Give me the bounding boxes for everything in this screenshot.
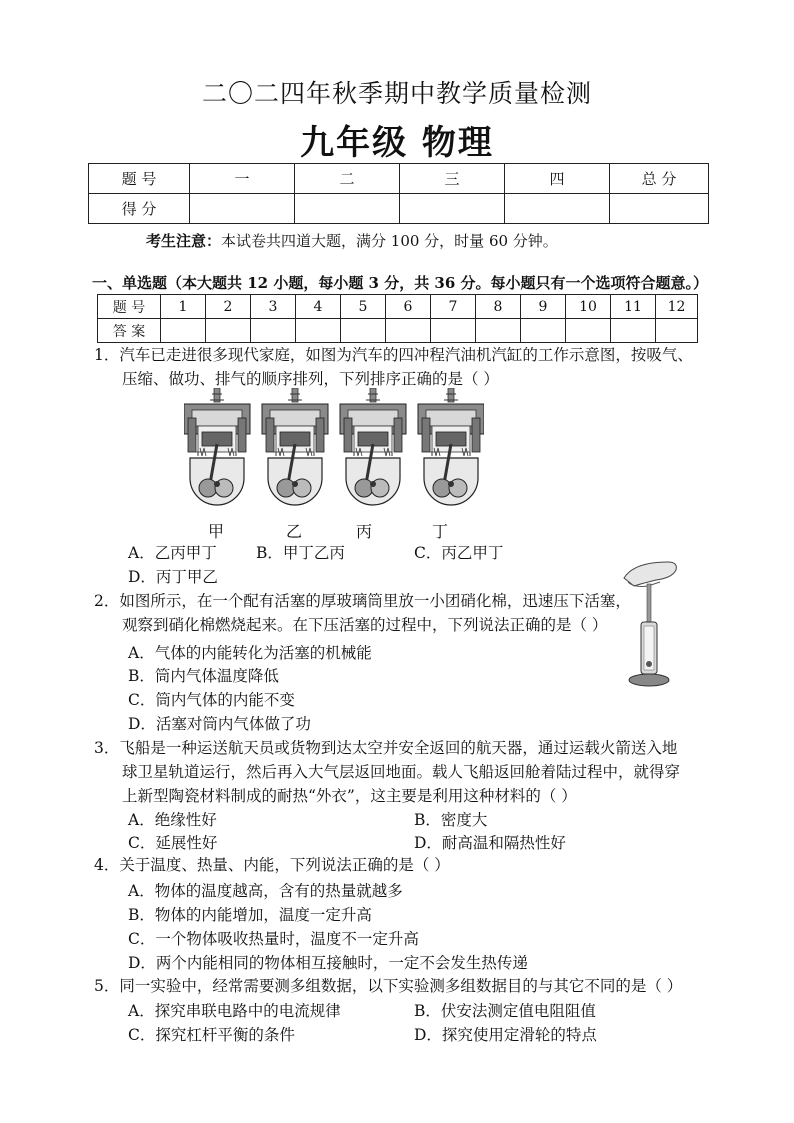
option-b: B．物体的内能增加，温度一定升高 [128,906,372,924]
engine-cylinder-figure [262,388,328,505]
score-cell: 四 [505,164,610,194]
answer-cell: 题 号 [98,295,161,319]
answer-cell: 1 [161,295,206,319]
answer-input-cell[interactable] [611,319,656,343]
question-3 [94,736,680,808]
score-cell: 一 [190,164,295,194]
question-4 [94,853,450,877]
score-input-cell[interactable] [505,194,610,224]
answer-input-cell[interactable] [251,319,296,343]
answer-input-cell[interactable] [341,319,386,343]
score-cell: 二 [295,164,400,194]
score-cell: 三 [400,164,505,194]
option-c: C．一个物体吸收热量时，温度不一定升高 [128,930,419,948]
answer-cell: 4 [296,295,341,319]
engine-label: 甲 [208,522,225,541]
option-d: D．两个内能相同的物体相互接触时，一定不会发生热传递 [128,954,528,972]
option-a: A．绝缘性好 [128,811,217,829]
answer-table [97,294,698,343]
question-text: 1．汽车已走进很多现代家庭，如图为汽车的四冲程汽油机汽缸的工作示意图，按吸气、 [94,346,693,364]
option-b: B．密度大 [414,811,488,829]
question-text: 压缩、做功、排气的顺序排列，下列排序正确的是（ ） [122,370,499,388]
answer-cell: 3 [251,295,296,319]
engine-cylinder-figure [184,388,250,505]
answer-cell: 8 [476,295,521,319]
answer-input-cell[interactable] [386,319,431,343]
question-5 [94,974,682,998]
engine-label: 丙 [356,522,373,541]
answer-table-answer-row [98,319,698,343]
answer-input-cell[interactable] [566,319,611,343]
option-c: C．探究杠杆平衡的条件 [128,1026,295,1044]
engine-stroke-diagram [184,388,484,516]
question-2 [94,589,631,637]
score-input-cell[interactable] [610,194,709,224]
option-d: D．探究使用定滑轮的特点 [414,1026,597,1044]
answer-cell: 10 [566,295,611,319]
engine-label: 乙 [286,522,303,541]
score-cell: 得 分 [89,194,190,224]
option-b: B．筒内气体温度降低 [128,667,279,685]
answer-input-cell[interactable] [476,319,521,343]
option-c: C．延展性好 [128,834,218,852]
question-text: 5．同一实验中，经常需要测多组数据，以下实验测多组数据目的与其它不同的是（ ） [94,977,683,995]
answer-cell: 2 [206,295,251,319]
option-b: B．伏安法测定值电阻阻值 [414,1002,596,1020]
option-a: A．探究串联电路中的电流规律 [128,1002,341,1020]
question-text: 球卫星轨道运行，然后再入大气层返回地面。载人飞船返回舱着陆过程中，就得穿 [122,763,681,781]
engine-label: 丁 [432,522,449,541]
score-input-cell[interactable] [400,194,505,224]
engine-cylinder-figure [340,388,406,505]
exam-title: 二〇二四年秋季期中教学质量检测 [201,79,592,108]
option-c: C．丙乙甲丁 [414,544,504,562]
section-heading: 一、单选题（本大题共 12 小题，每小题 3 分，共 36 分。每小题只有一个选项符合题意。） [92,274,709,292]
answer-input-cell[interactable] [521,319,566,343]
score-table-score-row [89,194,709,224]
answer-input-cell[interactable] [296,319,341,343]
option-a: A．乙丙甲丁 [128,544,217,562]
notice-text: 本试卷共四道大题，满分 100 分，时量 60 分钟。 [221,232,558,250]
option-b: B．甲丁乙丙 [256,544,345,562]
option-a: A．气体的内能转化为活塞的机械能 [128,644,372,662]
answer-cell: 5 [341,295,386,319]
question-text: 2．如图所示，在一个配有活塞的厚玻璃筒里放一小团硝化棉，迅速压下活塞， [94,592,631,610]
option-c: C．筒内气体的内能不变 [128,691,295,709]
score-input-cell[interactable] [295,194,400,224]
exam-subtitle: 九年级 物理 [300,123,494,163]
answer-cell: 12 [656,295,698,319]
answer-cell: 9 [521,295,566,319]
option-d: D．耐高温和隔热性好 [414,834,566,852]
glass-cylinder-apparatus [614,560,684,690]
answer-input-cell[interactable] [206,319,251,343]
question-text: 观察到硝化棉燃烧起来。在下压活塞的过程中，下列说法正确的是（ ） [122,616,608,634]
answer-cell: 答 案 [98,319,161,343]
option-d: D．丙丁甲乙 [128,568,218,586]
score-cell: 题 号 [89,164,190,194]
option-d: D．活塞对筒内气体做了功 [128,715,311,733]
option-a: A．物体的温度越高，含有的热量就越多 [128,882,403,900]
answer-cell: 6 [386,295,431,319]
exam-notice [146,230,558,251]
score-cell: 总 分 [610,164,709,194]
answer-input-cell[interactable] [161,319,206,343]
question-text: 4．关于温度、热量、内能，下列说法正确的是（ ） [94,856,450,874]
answer-table-header-row [98,295,698,319]
question-1 [94,343,693,391]
answer-input-cell[interactable] [431,319,476,343]
engine-cylinder-figure [418,388,484,505]
score-input-cell[interactable] [190,194,295,224]
score-table-header-row [89,164,709,194]
question-text: 上新型陶瓷材料制成的耐热“外衣”，这主要是利用这种材料的（ ） [122,787,577,805]
question-text: 3．飞船是一种运送航天员或货物到达太空并安全返回的航天器，通过运载火箭送入地 [94,739,678,757]
answer-cell: 7 [431,295,476,319]
answer-input-cell[interactable] [656,319,698,343]
notice-label: 考生注意： [146,232,222,250]
score-table [88,163,709,224]
answer-cell: 11 [611,295,656,319]
